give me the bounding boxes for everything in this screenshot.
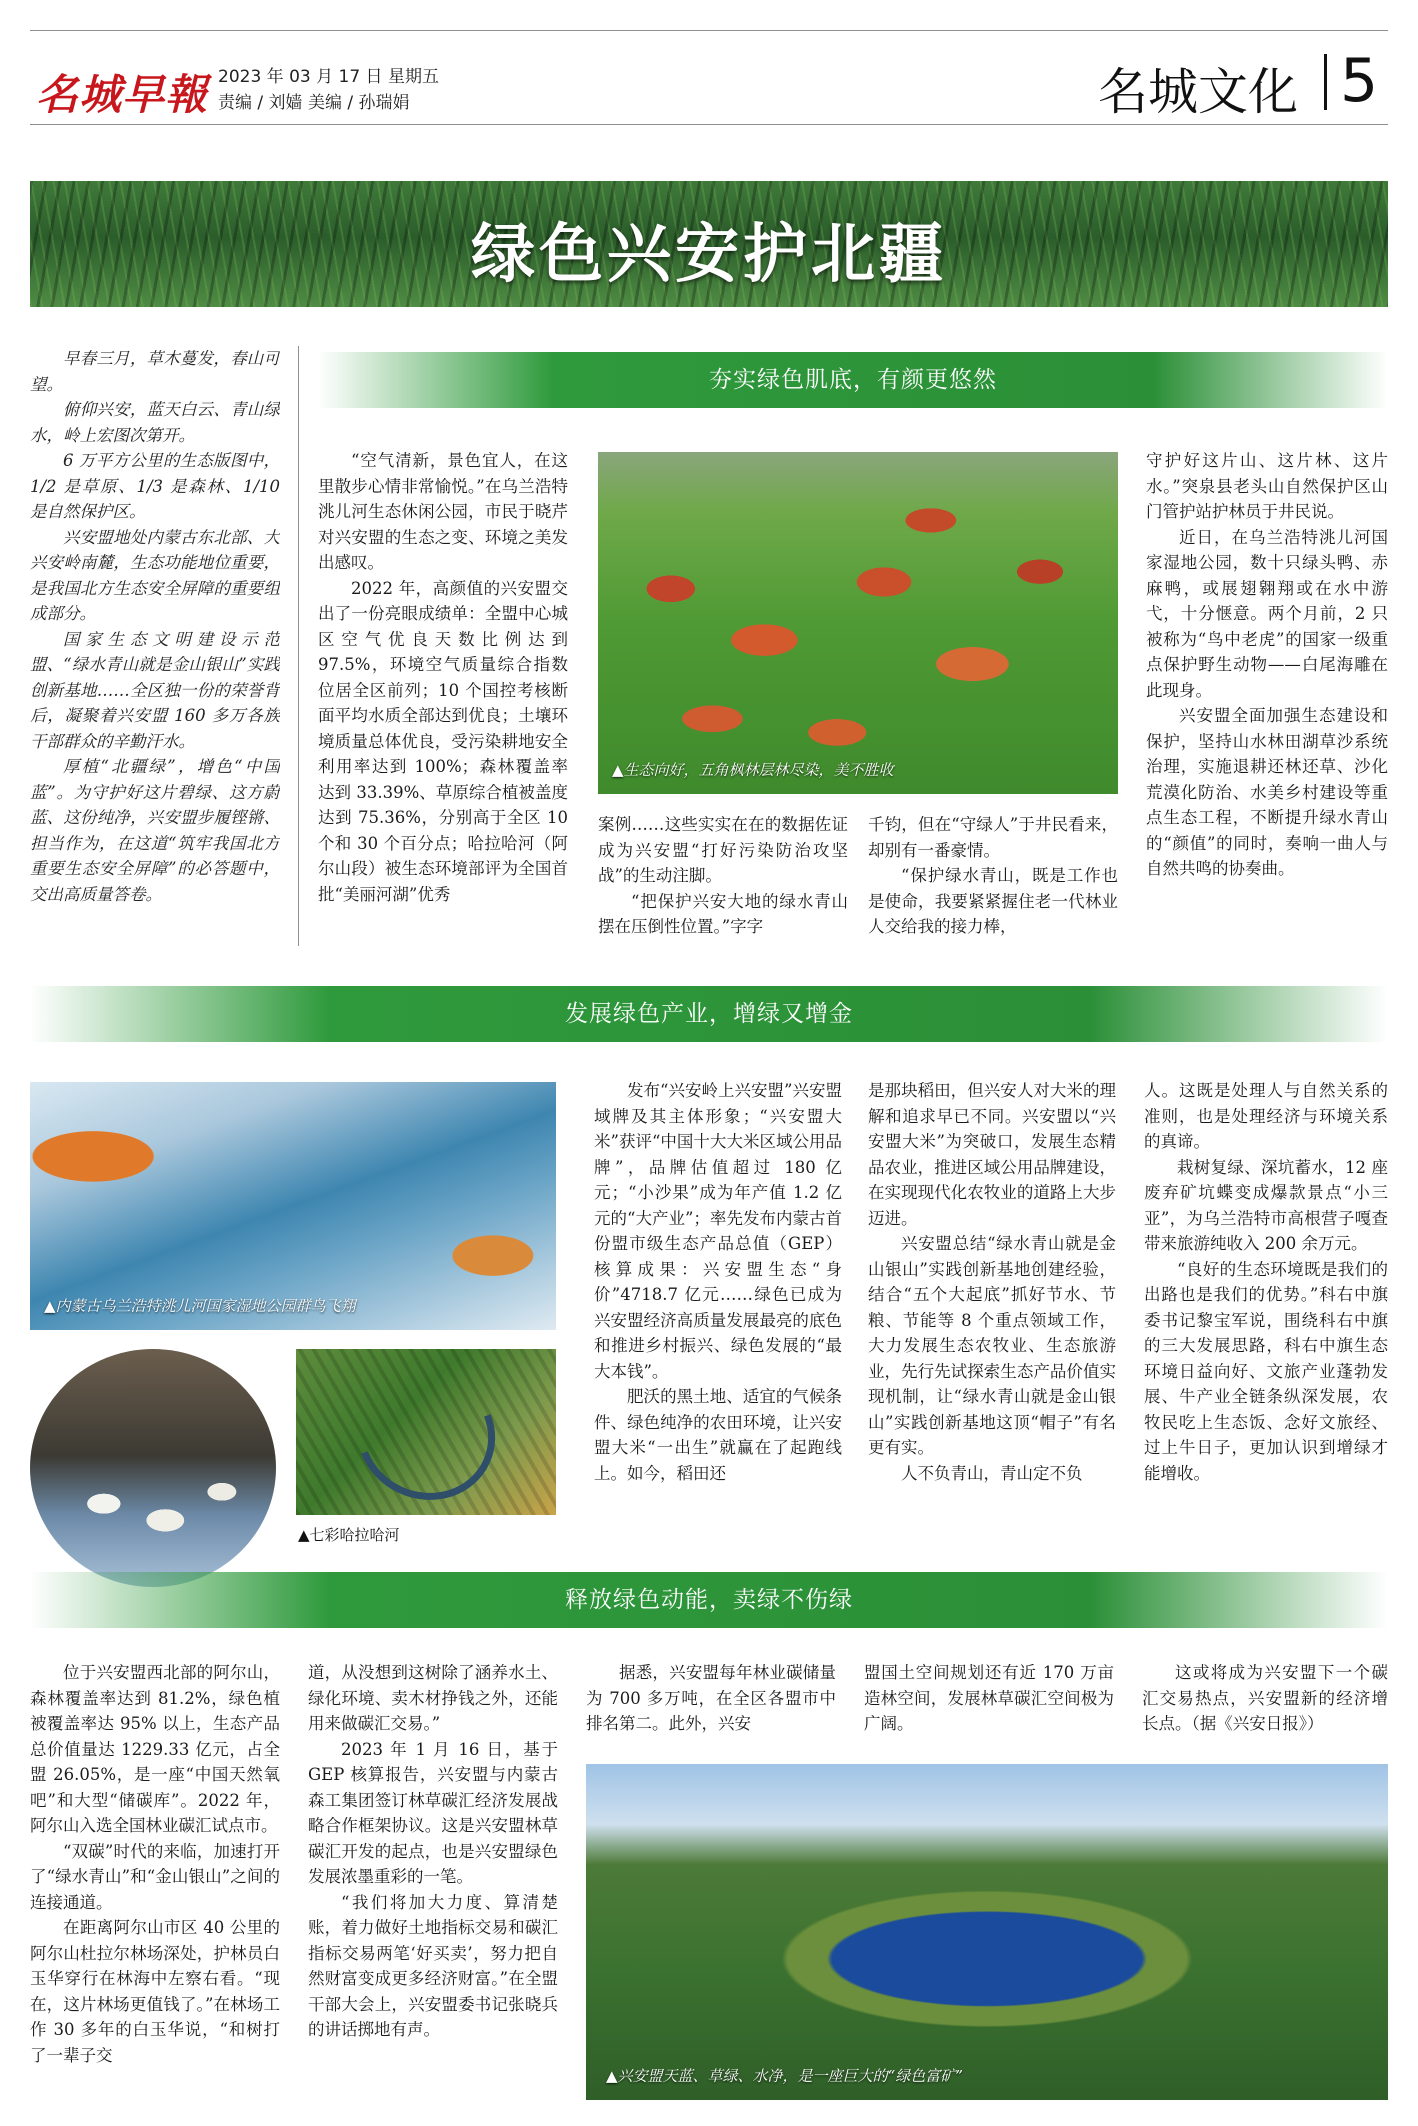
paragraph: 兴安盟全面加强生态建设和保护，坚持山水林田湖草沙系统治理，实施退耕还林还草、沙化荒漠化防治、水美乡村建设等重点生态工程，不断提升绿水青山的“颜值”的同时，奏响一曲人与自然共鸣的协奏曲。 xyxy=(1146,706,1388,878)
paragraph: 盟国土空间规划还有近 170 万亩造林空间，发展林草碳汇空间极为广阔。 xyxy=(864,1663,1114,1733)
photo-caption: ▲七彩哈拉哈河 xyxy=(298,1526,400,1544)
paragraph: “保护绿水青山，既是工作也是使命，我要紧紧握住老一代林业人交给我的接力棒， xyxy=(868,866,1118,936)
paragraph: 在距离阿尔山市区 40 公里的阿尔山杜拉尔林场深处，护林员白玉华穿行在林海中左察右看。“现在，这片林场更值钱了。”在林场工作 30 多年的白玉华说，“和树打了一辈子交 xyxy=(30,1918,280,2065)
intro-paragraph: 厚植“北疆绿”，增色“中国蓝”。为守护好这片碧绿、这方蔚蓝、这份纯净，兴安盟步履铿锵、担当作为，在这道“筑牢我国北方重要生态安全屏障”的必答题中，交出高质量答卷。 xyxy=(30,757,280,904)
paragraph: 千钧，但在“守绿人”于井民看来，却别有一番豪情。 xyxy=(868,815,1118,860)
section-2-heading-bar xyxy=(30,986,1388,1042)
section-3-heading-bar xyxy=(30,1572,1388,1628)
photo-caption: ▲生态向好，五角枫林层林尽染，美不胜收 xyxy=(612,761,894,779)
paragraph: 案例……这些实实在在的数据佐证成为兴安盟“打好污染防治攻坚战”的生动注脚。 xyxy=(598,815,848,885)
paragraph: 是那块稻田，但兴安人对大米的理解和追求早已不同。兴安盟以“兴安盟大米”为突破口，发展生态精品农业，推进区域公用品牌建设，在实现现代化农牧业的道路上大步迈进。 xyxy=(868,1081,1116,1228)
photo-caption: ▲兴安盟天蓝、草绿、水净，是一座巨大的“绿色富矿” xyxy=(606,2067,963,2085)
paragraph: “良好的生态环境既是我们的出路也是我们的优势。”科右中旗委书记黎宝军说，围绕科右中旗的三大发展思路，科右中旗生态环境日益向好、文旅产业蓬勃发展、牛产业全链条纵深发展，农牧民吃上生态饭、念好文旅经、过上牛日子，更加认识到增绿才能增收。 xyxy=(1144,1259,1388,1483)
paragraph: 这或将成为兴安盟下一个碳汇交易热点，兴安盟新的经济增长点。（据《兴安日报》） xyxy=(1142,1663,1388,1733)
section-2-column-a xyxy=(594,1078,842,1518)
wetland-birds-photo xyxy=(30,1082,556,1330)
masthead-rule xyxy=(30,124,1388,125)
intro-paragraph: 国家生态文明建设示范盟、“绿水青山就是金山银山”实践创新基地……全区独一份的荣誉背后，凝聚着兴安盟 160 多万各族干部群众的辛勤汗水。 xyxy=(30,629,280,751)
section-2-heading: 发展绿色产业，增绿又增金 xyxy=(565,1001,853,1027)
paragraph: 据悉，兴安盟每年林业碳储量为 700 多万吨，在全区各盟市中排名第二。此外，兴安 xyxy=(586,1663,836,1733)
section-title: 名城文化 xyxy=(1098,63,1298,121)
section-1-heading-bar xyxy=(318,352,1388,408)
intro-column xyxy=(30,346,280,946)
paragraph: 兴安盟总结“绿水青山就是金山银山”实践创新基地创建经验，结合“五个大起底”抓好节水、节粮、节能等 8 个重点领域工作，大力发展生态农牧业、生态旅游业，先行先试探索生态产品价值实现机制，让“绿水青山就是金山银山”实践创新基地这顶“帽子”有名更有实。 xyxy=(868,1234,1116,1457)
paragraph: 2023 年 1 月 16 日，基于 GEP 核算报告，兴安盟与内蒙古森工集团签订林草碳汇经济发展战略合作框架协议。这是兴安盟林草碳汇开发的起点，也是兴安盟绿色发展浓墨重彩的一笔。 xyxy=(308,1739,558,1886)
paragraph: 近日，在乌兰浩特洮儿河国家湿地公园，数十只绿头鸭、赤麻鸭，或展翅翱翔或在水中游弋，十分惬意。两个月前，2 只被称为“鸟中老虎”的国家一级重点保护野生动物——白尾海雕在此现身。 xyxy=(1146,527,1388,700)
paragraph: 位于兴安盟西北部的阿尔山，森林覆盖率达到 81.2%，绿色植被覆盖率达 95% 以上，生态产品总价值量达 1229.33 亿元，占全盟 26.05%，是一座“中国天然氧吧”和大型“储碳库”。2022 年，阿尔山入选全国林业碳汇试点市。 xyxy=(30,1663,280,1835)
intro-paragraph: 俯仰兴安，蓝天白云、青山绿水，岭上宏图次第开。 xyxy=(30,400,280,445)
section-1-column-b xyxy=(598,812,848,948)
paragraph: “双碳”时代的来临，加速打开了“绿水青山”和“金山银山”之间的连接通道。 xyxy=(30,1841,280,1912)
section-3-column-e xyxy=(1142,1660,1388,1750)
intro-paragraph: 兴安盟地处内蒙古东北部、大兴安岭南麓，生态功能地位重要，是我国北方生态安全屏障的重要组成部分。 xyxy=(30,527,280,623)
paragraph: 肥沃的黑土地、适宜的气候条件、绿色纯净的农田环境，让兴安盟大米“一出生”就赢在了起跑线上。如今，稻田还 xyxy=(594,1387,842,1483)
section-3-heading: 释放绿色动能，卖绿不伤绿 xyxy=(565,1587,853,1613)
section-3-column-b xyxy=(308,1660,558,2100)
paragraph: 守护好这片山、这片林、这片水。”突泉县老头山自然保护区山门管护站护林员于井民说。 xyxy=(1146,451,1388,521)
paragraph: “我们将加大力度、算清楚账，着力做好土地指标交易和碳汇指标交易两笔‘好买卖’，努力把自然财富变成更多经济财富。”在全盟干部大会上，兴安盟委书记张晓兵的讲话掷地有声。 xyxy=(308,1892,558,2039)
newspaper-logo: 名城早報 xyxy=(36,70,209,119)
mountain-lake-photo xyxy=(586,1764,1388,2100)
forest-banner-image xyxy=(30,181,1388,307)
section-2-column-b xyxy=(868,1078,1116,1518)
editors-line: 责编 / 刘嫱 美编 / 孙瑞娟 xyxy=(218,93,410,113)
section-1-heading: 夯实绿色肌底，有颜更悠然 xyxy=(709,367,997,393)
section-1-column-a xyxy=(318,448,568,948)
paragraph: 2022 年，高颜值的兴安盟交出了一份亮眼成绩单：全盟中心城区空气优良天数比例达到 97.5%，环境空气质量综合指数位居全区前列；10 个国控考核断面平均水质全部达到优良；土壤环境质量总体优良，受污染耕地安全利用率达到 100%；森林覆盖率达到 33.39%、草原综合植被盖度达到 75.36%，分别高于全区 10 个和 30 个百分点；哈拉哈河（阿尔山段）被生态环境部评为全国首批“美丽河湖”优秀 xyxy=(318,578,568,904)
section-1-column-d xyxy=(1146,448,1388,948)
photo-caption: ▲内蒙古乌兰浩特洮儿河国家湿地公园群鸟飞翔 xyxy=(44,1297,356,1315)
halaha-river-photo xyxy=(296,1349,556,1515)
section-3-column-a xyxy=(30,1660,280,2100)
intro-paragraph: 早春三月，草木蔓发，春山可望。 xyxy=(30,349,280,394)
maple-forest-photo xyxy=(598,452,1118,794)
section-3-column-c xyxy=(586,1660,836,1750)
river-shape xyxy=(335,1349,517,1515)
date-line: 2023 年 03 月 17 日 星期五 xyxy=(218,67,439,87)
top-rule xyxy=(30,30,1388,31)
paragraph: 人。这既是处理人与自然关系的准则，也是处理经济与环境关系的真谛。 xyxy=(1144,1081,1388,1151)
paragraph: 栽树复绿、深坑蓄水，12 座废弃矿坑蝶变成爆款景点“小三亚”，为乌兰浩特市高根营子嘎查带来旅游纯收入 200 余万元。 xyxy=(1144,1157,1388,1253)
section-2-column-c xyxy=(1144,1078,1388,1518)
headline: 绿色兴安护北疆 xyxy=(471,218,947,292)
paragraph: “把保护兴安大地的绿水青山摆在压倒性位置。”字字 xyxy=(598,891,848,936)
paragraph: 道，从没想到这树除了涵养水土、绿化环境、卖木材挣钱之外，还能用来做碳汇交易。” xyxy=(308,1663,558,1733)
paragraph: 人不负青山，青山定不负 xyxy=(901,1463,1083,1483)
section-3-column-d xyxy=(864,1660,1114,1750)
paragraph: 发布“兴安岭上兴安盟”兴安盟域牌及其主体形象；“兴安盟大米”获评“中国十大大米区域公用品牌”，品牌估值超过 180 亿元；“小沙果”成为年产值 1.2 亿元的“大产业”；率先发布内蒙古首份盟市级生态产品总值（GEP）核算成果：兴安盟生态“身价”4718.7 亿元……绿色已成为兴安盟经济高质量发展最亮的底色和推进乡村振兴、绿色发展的“最大本钱”。 xyxy=(594,1081,842,1381)
wild-ducks-photo xyxy=(30,1349,276,1587)
page-number: 5 xyxy=(1340,46,1379,116)
page-separator xyxy=(1324,54,1327,110)
section-1-column-c xyxy=(868,812,1118,948)
column-divider xyxy=(298,346,299,946)
paragraph: “空气清新，景色宜人，在这里散步心情非常愉悦。”在乌兰浩特洮儿河生态休闲公园，市民于晓芹对兴安盟的生态之变、环境之美发出感叹。 xyxy=(318,451,568,572)
intro-paragraph: 6 万平方公里的生态版图中，1/2 是草原、1/3 是森林、1/10 是自然保护区。 xyxy=(30,451,280,521)
